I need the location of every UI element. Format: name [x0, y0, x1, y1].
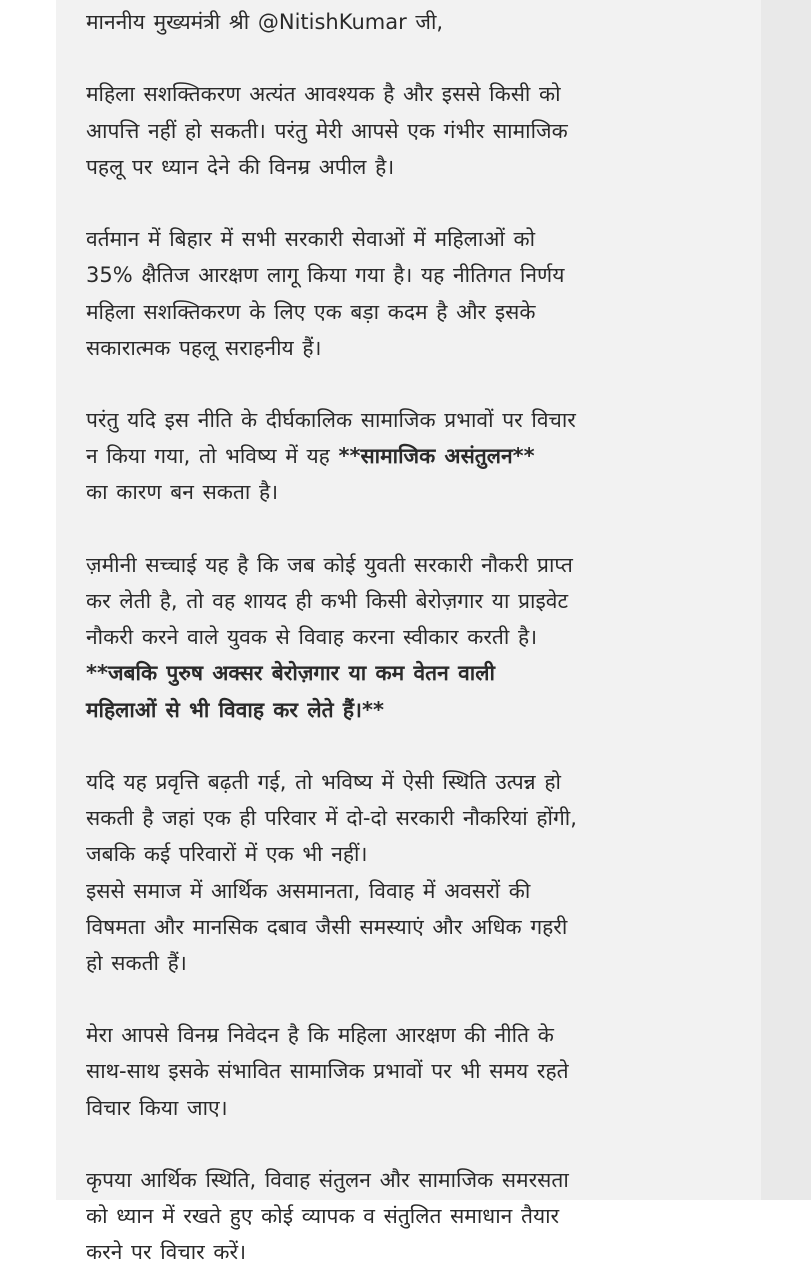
left-margin [0, 0, 56, 1200]
paragraph-4 [86, 547, 761, 728]
text-line: कर लेती है, तो वह शायद ही कभी किसी बेरोज़गार या प्राइवेट [86, 589, 569, 613]
text-line: हो सकती हैं। [86, 950, 187, 975]
letter-page [56, 0, 761, 1265]
text-line: परंतु यदि इस नीति के दीर्घकालिक सामाजिक प्रभावों पर विचार [86, 408, 576, 433]
paragraph-gap [86, 728, 761, 764]
text-line: विषमता और मानसिक दबाव जैसी समस्याएं और अधिक गहरी [86, 914, 568, 939]
text-line: ज़मीनी सच्चाई यह है कि जब कोई युवती सरकारी नौकरी प्राप्त [86, 552, 573, 577]
paragraph-5 [86, 764, 761, 981]
text-line: करने पर विचार करें। [86, 1240, 247, 1265]
paragraph-6 [86, 1017, 761, 1126]
text-line: जबकि कई परिवारों में एक भी नहीं। [86, 842, 368, 867]
text-line: महिला सशक्तिकरण के लिए एक बड़ा कदम है और इसके [86, 299, 536, 324]
text-line: सकती है जहां एक ही परिवार में दो-दो सरकारी नौकरियां होंगी, [86, 806, 577, 831]
text-line: यदि यह प्रवृत्ति बढ़ती गई, तो भविष्य में ऐसी स्थिति उत्पन्न हो [86, 769, 561, 794]
bold-phrase: **सामाजिक असंतुलन** [338, 444, 535, 469]
text-line: नौकरी करने वाले युवक से विवाह करना स्वीकार करती है। [86, 625, 538, 650]
salutation: माननीय मुख्यमंत्री श्री @NitishKumar जी, [86, 10, 444, 34]
text-line [86, 438, 761, 474]
text-line: का कारण बन सकता है। [86, 480, 279, 505]
text-line: को ध्यान में रखते हुए कोई व्यापक व संतुलित समाधान तैयार [86, 1204, 560, 1229]
paragraph-3 [86, 402, 761, 511]
text-line: वर्तमान में बिहार में सभी सरकारी सेवाओं में महिलाओं को [86, 227, 536, 252]
paragraph-gap [86, 40, 761, 76]
paragraph-gap [86, 366, 761, 402]
text-line: इससे समाज में आर्थिक असमानता, विवाह में अवसरों की [86, 878, 531, 903]
text-line: 35% क्षैतिज आरक्षण लागू किया गया है। यह नीतिगत निर्णय [86, 263, 565, 288]
text-line: सकारात्मक पहलू सराहनीय हैं। [86, 335, 322, 360]
paragraph-gap [86, 185, 761, 221]
text-line: विचार किया जाए। [86, 1095, 228, 1120]
bold-text-line: महिलाओं से भी विवाह कर लेते हैं।** [86, 697, 384, 722]
paragraph-gap [86, 981, 761, 1017]
paragraph-2 [86, 221, 761, 366]
bold-text-line: **जबकि पुरुष अक्सर बेरोज़गार या कम वेतन वाली [86, 661, 495, 686]
text-line: कृपया आर्थिक स्थिति, विवाह संतुलन और सामाजिक समरसता [86, 1168, 569, 1192]
text-line: पहलू पर ध्यान देने की विनम्र अपील है। [86, 154, 395, 179]
paragraph-gap [86, 1126, 761, 1162]
text-line: आपत्ति नहीं हो सकती। परंतु मेरी आपसे एक गंभीर सामाजिक [86, 118, 568, 143]
text-line: महिला सशक्तिकरण अत्यंत आवश्यक है और इससे किसी को [86, 82, 561, 107]
text-fragment: न किया गया, तो भविष्य में यह [86, 444, 339, 469]
paragraph-7 [86, 1162, 761, 1271]
text-line: साथ-साथ इसके संभावित सामाजिक प्रभावों पर भी समय रहते [86, 1059, 569, 1084]
paragraph-1 [86, 76, 761, 185]
text-line: मेरा आपसे विनम्र निवेदन है कि महिला आरक्षण की नीति के [86, 1023, 554, 1048]
paragraph-gap [86, 511, 761, 547]
right-margin [761, 0, 811, 1200]
